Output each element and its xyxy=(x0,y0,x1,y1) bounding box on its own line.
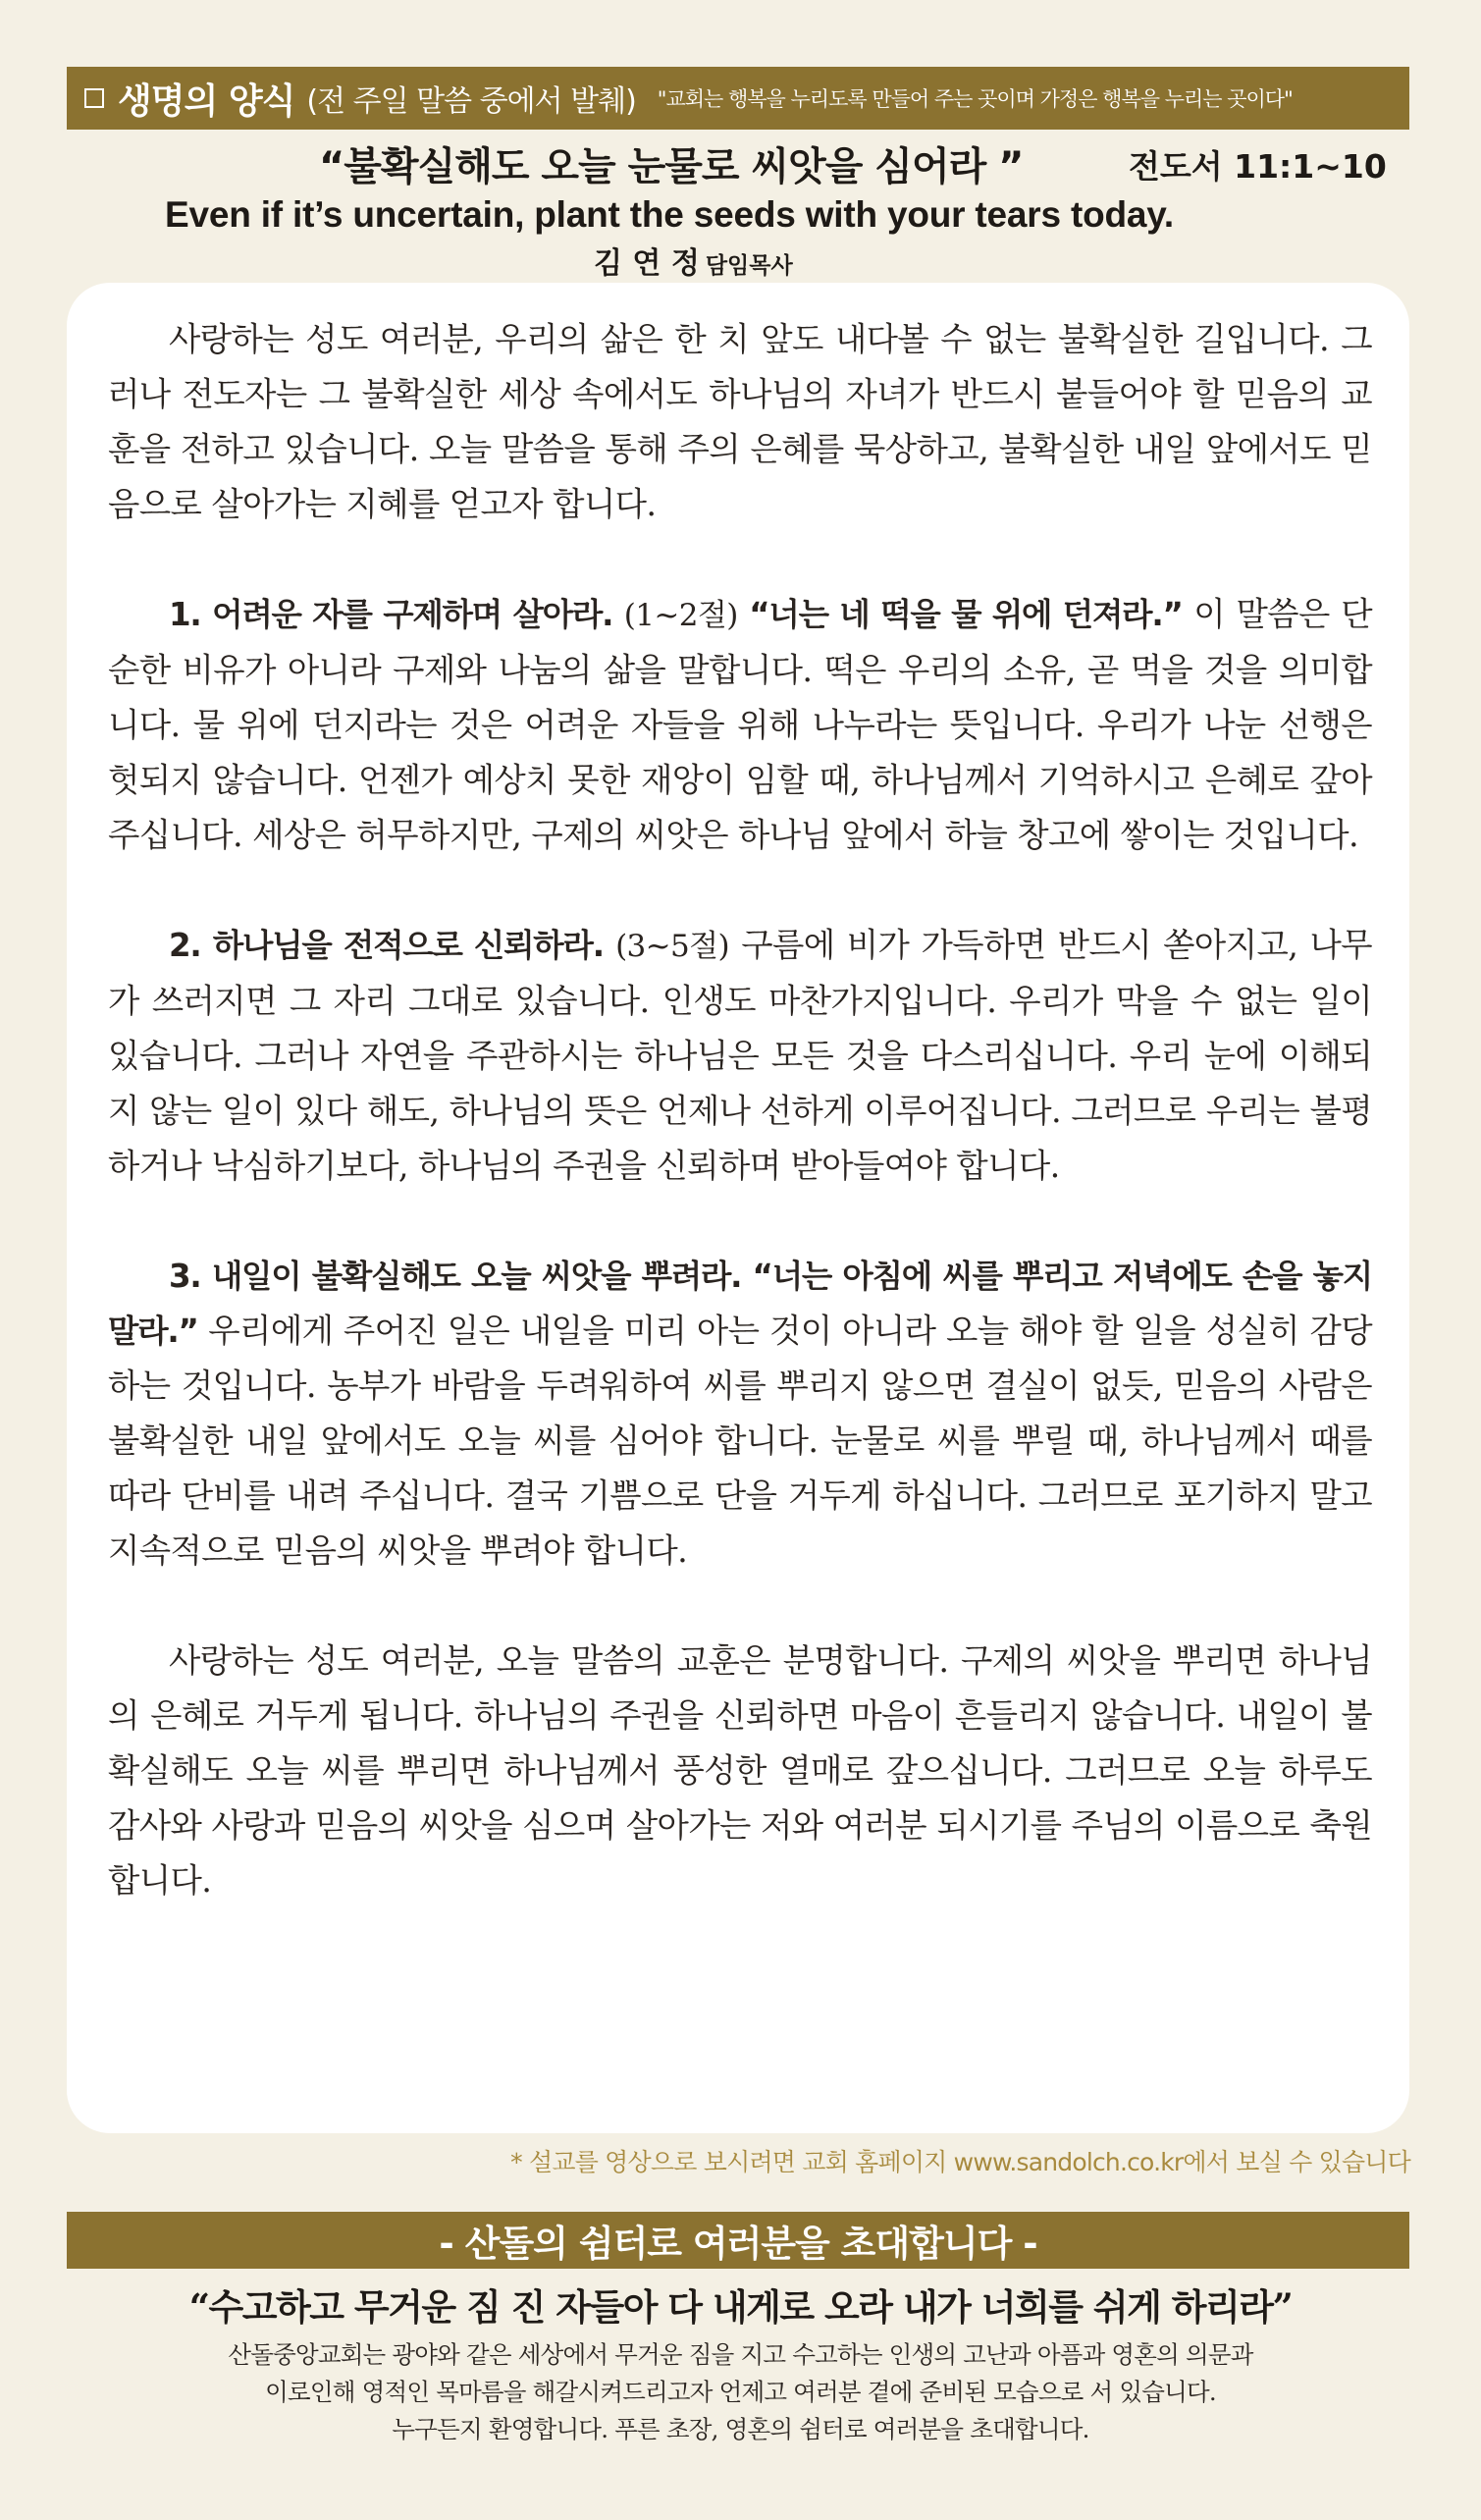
pastor-role: 담임목사 xyxy=(705,253,793,279)
point-2-ref: (3~5절) xyxy=(615,929,730,964)
point-3-paragraph xyxy=(108,1249,1372,1579)
checkbox-square-icon xyxy=(84,88,104,108)
sermon-title: “불확실해도 오늘 눈물로 씨앗을 심어라 ” xyxy=(319,144,1024,189)
point-1-title: 1. 어려운 자를 구제하며 살아라. xyxy=(169,596,613,633)
invite-banner: - 산돌의 쉼터로 여러분을 초대합니다 - xyxy=(67,2212,1409,2269)
point-3-body: 우리에게 주어진 일은 내일을 미리 아는 것이 아니라 오늘 해야 할 일을 성실히 감당하는 것입니다. 농부가 바람을 두려워하여 씨를 뿌리지 않으면 결실이 없듯, 믿음의 사람은 불확실한 내일 앞에서도 오늘 씨를 심어야 합니다. 눈물로 씨를 뿌릴 때, 하나님께서 때를 따라 단비를 내려 주십니다. 결국 기쁨으로 단을 거두게 하십니다. 그러므로 포기하지 말고 지속적으로 믿음의 씨앗을 뿌려야 합니다. xyxy=(108,1312,1372,1570)
invite-line: 이로인해 영적인 목마름을 해갈시켜드리고자 언제고 여러분 곁에 준비된 모습으로 서 있습니다. xyxy=(265,2378,1216,2406)
video-footnote: * 설교를 영상으로 보시려면 교회 홈페이지 www.sandolch.co.kr에서 보실 수 있습니다 xyxy=(510,2148,1410,2176)
point-1-paragraph xyxy=(108,587,1372,863)
header-bar xyxy=(67,67,1409,130)
point-2-body: 구름에 비가 가득하면 반드시 쏟아지고, 나무가 쓰러지면 그 자리 그대로 있습니다. 인생도 마찬가지입니다. 우리가 막을 수 없는 일이 있습니다. 그러나 자연을 주관하시는 하나님은 모든 것을 다스리십니다. 우리 눈에 이해되지 않는 일이 있다 해도, 하나님의 뜻은 언제나 선하게 이루어집니다. 그러므로 우리는 불평하거나 낙심하기보다, 하나님의 주권을 신뢰하며 받아들여야 합니다. xyxy=(108,926,1372,1185)
point-1-quote: “너는 네 떡을 물 위에 던져라.” xyxy=(749,596,1183,633)
point-3-quote: “너는 아침에 씨를 뿌리고 저녁에도 손을 놓지 말라.” xyxy=(108,1258,1372,1350)
header-quote: "교회는 행복을 누리도록 만들어 주는 곳이며 가정은 행복을 누리는 곳이다" xyxy=(657,87,1293,111)
pastor-name: 김 연 정 xyxy=(594,246,700,281)
point-1-body: 이 말씀은 단순한 비유가 아니라 구제와 나눔의 삶을 말합니다. 떡은 우리의 소유, 곧 먹을 것을 의미합니다. 물 위에 던지라는 것은 어려운 자들을 위해 나누라는 뜻입니다. 우리가 나눈 선행은 헛되지 않습니다. 언젠가 예상치 못한 재앙이 임할 때, 하나님께서 기억하시고 은혜로 갚아 주십니다. 세상은 허무하지만, 구제의 씨앗은 하나님 앞에서 하늘 창고에 쌓이는 것입니다. xyxy=(108,595,1372,854)
point-2-title: 2. 하나님을 전적으로 신뢰하라. xyxy=(169,927,604,964)
english-title: Even if it’s uncertain, plant the seeds with your tears today. xyxy=(165,194,1174,235)
point-3-title: 3. 내일이 불확실해도 오늘 씨앗을 뿌려라. xyxy=(169,1258,742,1295)
invite-quote: “수고하고 무거운 짐 진 자들아 다 내게로 오라 내가 너희를 쉬게 하리라” xyxy=(188,2285,1293,2329)
closing-paragraph: 사랑하는 성도 여러분, 오늘 말씀의 교훈은 분명합니다. 구제의 씨앗을 뿌리면 하나님의 은혜로 거두게 됩니다. 하나님의 주권을 신뢰하면 마음이 흔들리지 않습니다. 내일이 불확실해도 오늘 씨를 뿌리면 하나님께서 풍성한 열매로 갚으십니다. 그러므로 오늘 하루도 감사와 사랑과 믿음의 씨앗을 심으며 살아가는 저와 여러분 되시기를 주님의 이름으로 축원합니다. xyxy=(108,1641,1372,1900)
section-subtitle: (전 주일 말씀 중에서 발췌) xyxy=(306,84,636,119)
sermon-card xyxy=(67,283,1409,2133)
invite-line: 누구든지 환영합니다. 푸른 초장, 영혼의 쉼터로 여러분을 초대합니다. xyxy=(392,2415,1089,2443)
scripture-reference: 전도서 11:1~10 xyxy=(1129,147,1387,186)
point-1-ref: (1~2절) xyxy=(623,598,738,633)
section-title: 생명의 양식 xyxy=(118,80,295,122)
intro-paragraph: 사랑하는 성도 여러분, 우리의 삶은 한 치 앞도 내다볼 수 없는 불확실한 길입니다. 그러나 전도자는 그 불확실한 세상 속에서도 하나님의 자녀가 반드시 붙들어야 할 믿음의 교훈을 전하고 있습니다. 오늘 말씀을 통해 주의 은혜를 묵상하고, 불확실한 내일 앞에서도 믿음으로 살아가는 지혜를 얻고자 합니다. xyxy=(108,320,1372,523)
invite-text xyxy=(0,2336,1481,2448)
invite-line: 산돌중앙교회는 광야와 같은 세상에서 무거운 짐을 지고 수고하는 인생의 고난과 아픔과 영혼의 의문과 xyxy=(228,2340,1253,2369)
point-2-paragraph xyxy=(108,918,1372,1194)
sermon-title-row xyxy=(0,135,1481,194)
pastor-line xyxy=(594,239,793,282)
